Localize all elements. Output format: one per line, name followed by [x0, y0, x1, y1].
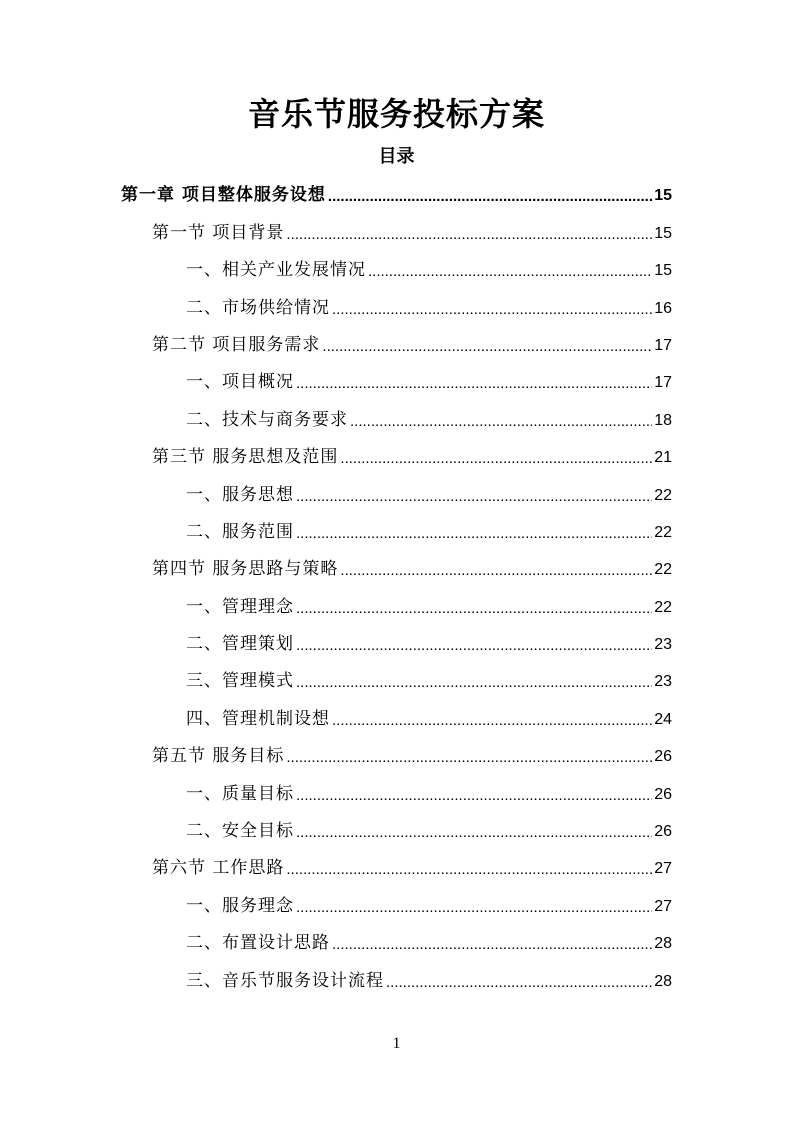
toc-entry-subsection[interactable]	[186, 959, 672, 996]
toc-entry-page: 17	[654, 336, 672, 354]
toc-dot-leader	[296, 374, 652, 394]
toc-dot-leader	[296, 673, 652, 693]
table-of-contents	[0, 174, 793, 997]
toc-entry-subsection[interactable]	[186, 922, 672, 959]
toc-entry-label: 二、服务范围	[186, 521, 294, 542]
toc-dot-leader	[332, 711, 652, 731]
toc-entry-label: 三、管理模式	[186, 671, 294, 692]
toc-entry-label: 三、音乐节服务设计流程	[186, 970, 384, 991]
toc-entry-label: 第四节 服务思路与策略	[152, 559, 339, 580]
toc-entry-subsection[interactable]	[186, 473, 672, 510]
toc-entry-page: 15	[654, 187, 672, 205]
toc-entry-section[interactable]	[152, 211, 672, 248]
toc-entry-label: 第三节 服务思想及范围	[152, 447, 339, 468]
toc-entry-label: 第六节 工作思路	[152, 858, 285, 879]
toc-entry-page: 17	[654, 374, 672, 392]
toc-entry-section[interactable]	[152, 548, 672, 585]
toc-entry-label: 一、服务理念	[186, 895, 294, 916]
toc-dot-leader	[296, 636, 652, 656]
toc-entry-subsection[interactable]	[186, 361, 672, 398]
toc-dot-leader	[296, 487, 652, 507]
toc-entry-page: 22	[654, 598, 672, 616]
toc-entry-section[interactable]	[152, 847, 672, 884]
toc-entry-label: 一、项目概况	[186, 372, 294, 393]
toc-entry-subsection[interactable]	[186, 772, 672, 809]
toc-entry-page: 18	[654, 411, 672, 429]
toc-entry-label: 第一节 项目背景	[152, 222, 285, 243]
toc-dot-leader	[286, 748, 652, 768]
toc-entry-subsection[interactable]	[186, 585, 672, 622]
toc-entry-page: 23	[654, 636, 672, 654]
toc-entry-subsection[interactable]	[186, 398, 672, 435]
toc-dot-leader	[296, 823, 652, 843]
toc-dot-leader	[322, 337, 652, 357]
toc-entry-subsection[interactable]	[186, 286, 672, 323]
toc-entry-label: 一、管理理念	[186, 596, 294, 617]
toc-entry-subsection[interactable]	[186, 623, 672, 660]
toc-entry-label: 第二节 项目服务需求	[152, 334, 321, 355]
toc-entry-subsection[interactable]	[186, 249, 672, 286]
toc-dot-leader	[332, 935, 652, 955]
toc-entry-section[interactable]	[152, 324, 672, 361]
toc-entry-label: 二、布置设计思路	[186, 933, 330, 954]
toc-entry-label: 第五节 服务目标	[152, 746, 285, 767]
toc-dot-leader	[340, 449, 652, 469]
toc-entry-label: 二、安全目标	[186, 821, 294, 842]
toc-entry-subsection[interactable]	[186, 511, 672, 548]
toc-entry-section[interactable]	[152, 436, 672, 473]
toc-dot-leader	[286, 225, 652, 245]
toc-entry-label: 二、管理策划	[186, 634, 294, 655]
toc-entry-subsection[interactable]	[186, 697, 672, 734]
toc-dot-leader	[350, 412, 652, 432]
toc-dot-leader	[332, 300, 652, 320]
toc-dot-leader	[386, 973, 652, 993]
toc-entry-page: 26	[654, 748, 672, 766]
toc-dot-leader	[296, 524, 652, 544]
toc-entry-label: 第一章 项目整体服务设想	[121, 185, 326, 206]
page-number: 1	[392, 1035, 401, 1052]
toc-dot-leader	[368, 262, 652, 282]
toc-dot-leader	[296, 599, 652, 619]
toc-entry-label: 四、管理机制设想	[186, 708, 330, 729]
toc-entry-page: 27	[654, 860, 672, 878]
toc-entry-page: 23	[654, 673, 672, 691]
toc-entry-label: 一、质量目标	[186, 783, 294, 804]
toc-dot-leader	[340, 561, 652, 581]
toc-heading: 目录	[378, 146, 415, 167]
toc-entry-page: 16	[654, 299, 672, 317]
toc-entry-page: 21	[654, 449, 672, 467]
toc-entry-page: 22	[654, 523, 672, 541]
toc-entry-page: 22	[654, 486, 672, 504]
toc-entry-section[interactable]	[152, 735, 672, 772]
toc-dot-leader	[328, 187, 652, 207]
toc-entry-label: 一、相关产业发展情况	[186, 260, 366, 281]
toc-dot-leader	[286, 860, 652, 880]
toc-entry-page: 28	[654, 972, 672, 990]
toc-entry-subsection[interactable]	[186, 660, 672, 697]
toc-entry-page: 15	[654, 262, 672, 280]
toc-entry-label: 二、市场供给情况	[186, 297, 330, 318]
toc-entry-chapter-1[interactable]	[121, 174, 672, 211]
toc-entry-label: 一、服务思想	[186, 484, 294, 505]
toc-entry-page: 22	[654, 561, 672, 579]
toc-entry-page: 28	[654, 935, 672, 953]
toc-entry-label: 二、技术与商务要求	[186, 409, 348, 430]
toc-entry-page: 24	[654, 710, 672, 728]
toc-entry-page: 26	[654, 785, 672, 803]
toc-dot-leader	[296, 898, 652, 918]
toc-entry-page: 15	[654, 224, 672, 242]
toc-entry-subsection[interactable]	[186, 810, 672, 847]
document-title: 音乐节服务投标方案	[247, 95, 545, 133]
toc-entry-page: 26	[654, 823, 672, 841]
toc-entry-page: 27	[654, 897, 672, 915]
toc-entry-subsection[interactable]	[186, 884, 672, 921]
toc-dot-leader	[296, 786, 652, 806]
